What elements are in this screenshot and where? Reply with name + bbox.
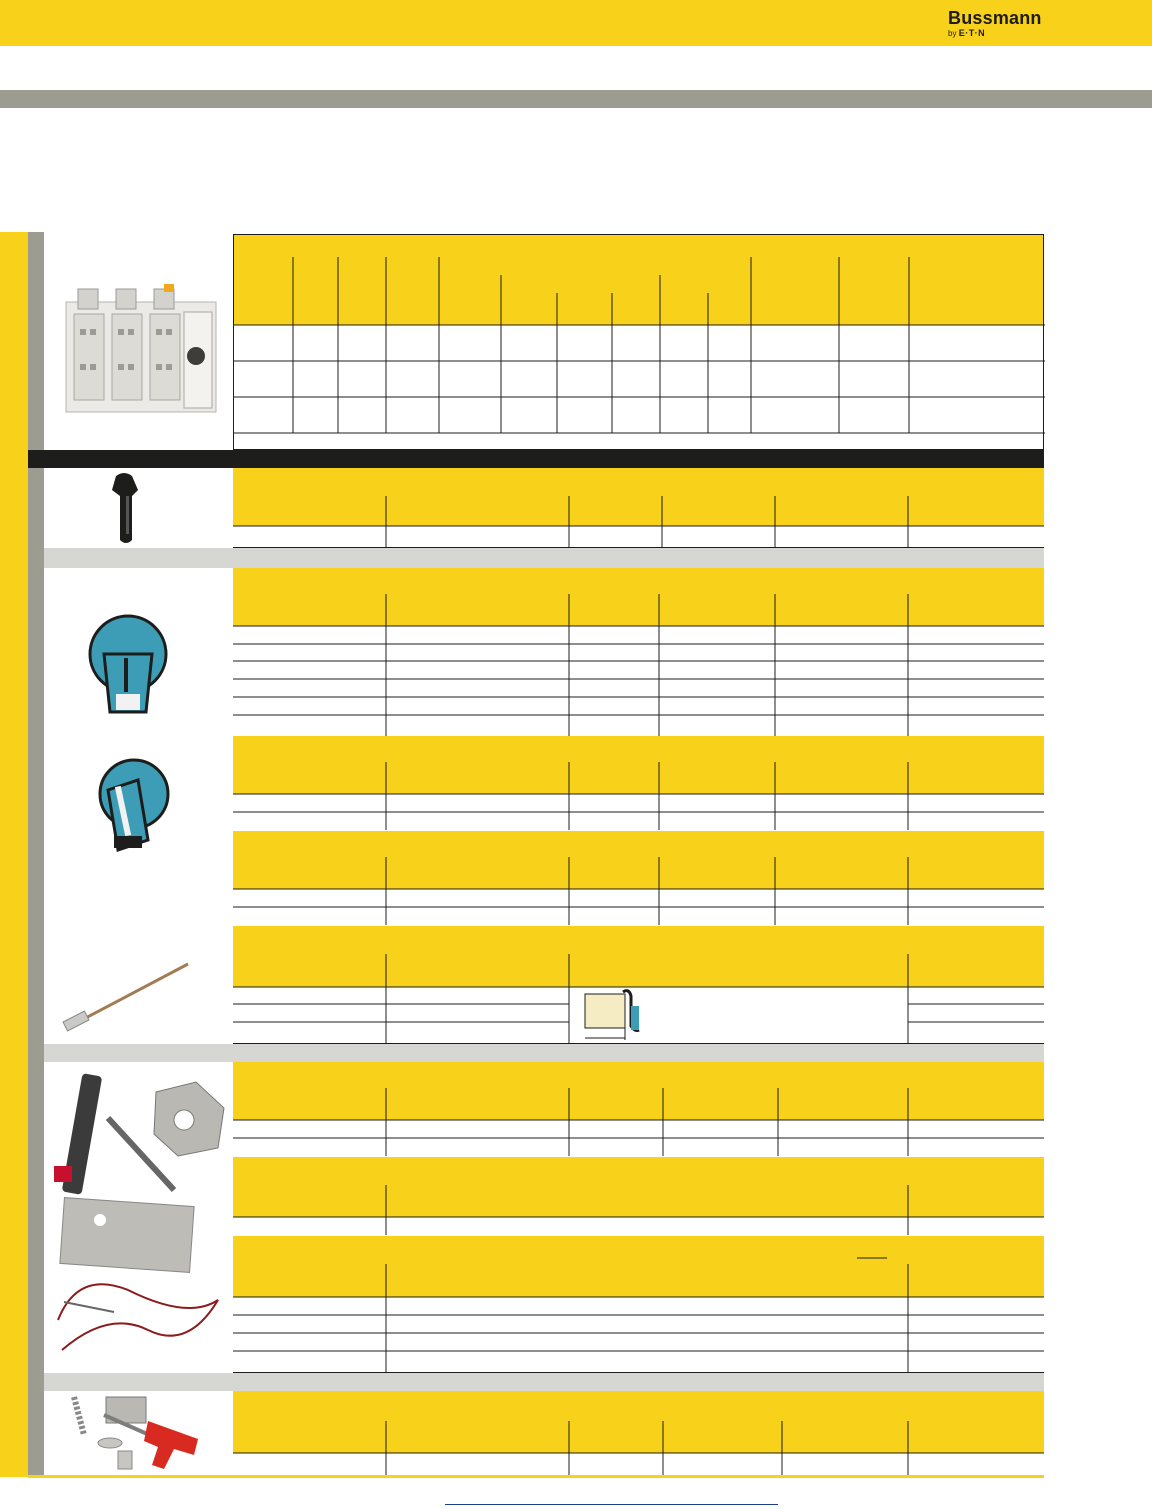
fused-switch-image	[44, 234, 234, 450]
extension-shaft	[63, 964, 188, 1031]
section-spacer	[44, 1373, 1044, 1391]
mechanism-table-3	[233, 1236, 1044, 1373]
rotary-handle-image-cell	[44, 568, 234, 1044]
rotary-table-3	[233, 831, 1044, 926]
mechanism-image-cell	[44, 1062, 234, 1373]
sidebar-yellow	[0, 232, 28, 1477]
section-divider	[28, 450, 1044, 468]
rotary-table-1-grid	[233, 568, 1044, 736]
shaft-table	[233, 926, 1044, 1044]
rotary-table-3-grid	[233, 831, 1044, 926]
brand-name: Bussmann	[948, 8, 1042, 28]
padlock-kit-image	[44, 1391, 234, 1475]
mechanism-table-3-grid	[233, 1236, 1044, 1373]
brand-by: by	[948, 29, 957, 38]
pistol-table	[233, 468, 1044, 548]
mechanism-table-1	[233, 1062, 1044, 1157]
padlock-table-grid	[233, 1391, 1044, 1475]
black-pistol-handle-image	[44, 468, 234, 548]
switch-image-cell	[44, 234, 234, 450]
blue-rotary-handle-2	[100, 760, 168, 850]
sidebar-grey	[28, 232, 44, 1477]
switch-table-grid	[234, 235, 1045, 451]
rotary-table-2	[233, 736, 1044, 831]
section-spacer	[44, 1044, 1044, 1062]
rotary-handles-and-shaft-image	[44, 568, 234, 1044]
pistol-handle-image-cell	[44, 468, 234, 548]
mechanism-kit-image	[44, 1062, 234, 1373]
bussmann-logo	[948, 8, 1042, 39]
footer-link-underline[interactable]	[445, 1504, 778, 1505]
section-spacer	[44, 548, 1044, 568]
shaft-length-diagram	[585, 991, 639, 1040]
switch-table	[233, 234, 1044, 450]
rotary-table-2-grid	[233, 736, 1044, 831]
padlock-image-cell	[44, 1391, 234, 1475]
mechanism-table-2	[233, 1157, 1044, 1236]
shaft-table-grid	[233, 926, 1044, 1044]
eaton-logo: E·T·N	[958, 28, 986, 38]
bottom-rule	[28, 1475, 1044, 1478]
blue-rotary-handle-1	[90, 616, 166, 712]
section-band	[0, 90, 1152, 108]
mechanism-table-1-grid	[233, 1062, 1044, 1157]
pistol-table-grid	[233, 468, 1044, 548]
mechanism-table-2-grid	[233, 1157, 1044, 1236]
padlock-table	[233, 1391, 1044, 1475]
rotary-table-1	[233, 568, 1044, 736]
